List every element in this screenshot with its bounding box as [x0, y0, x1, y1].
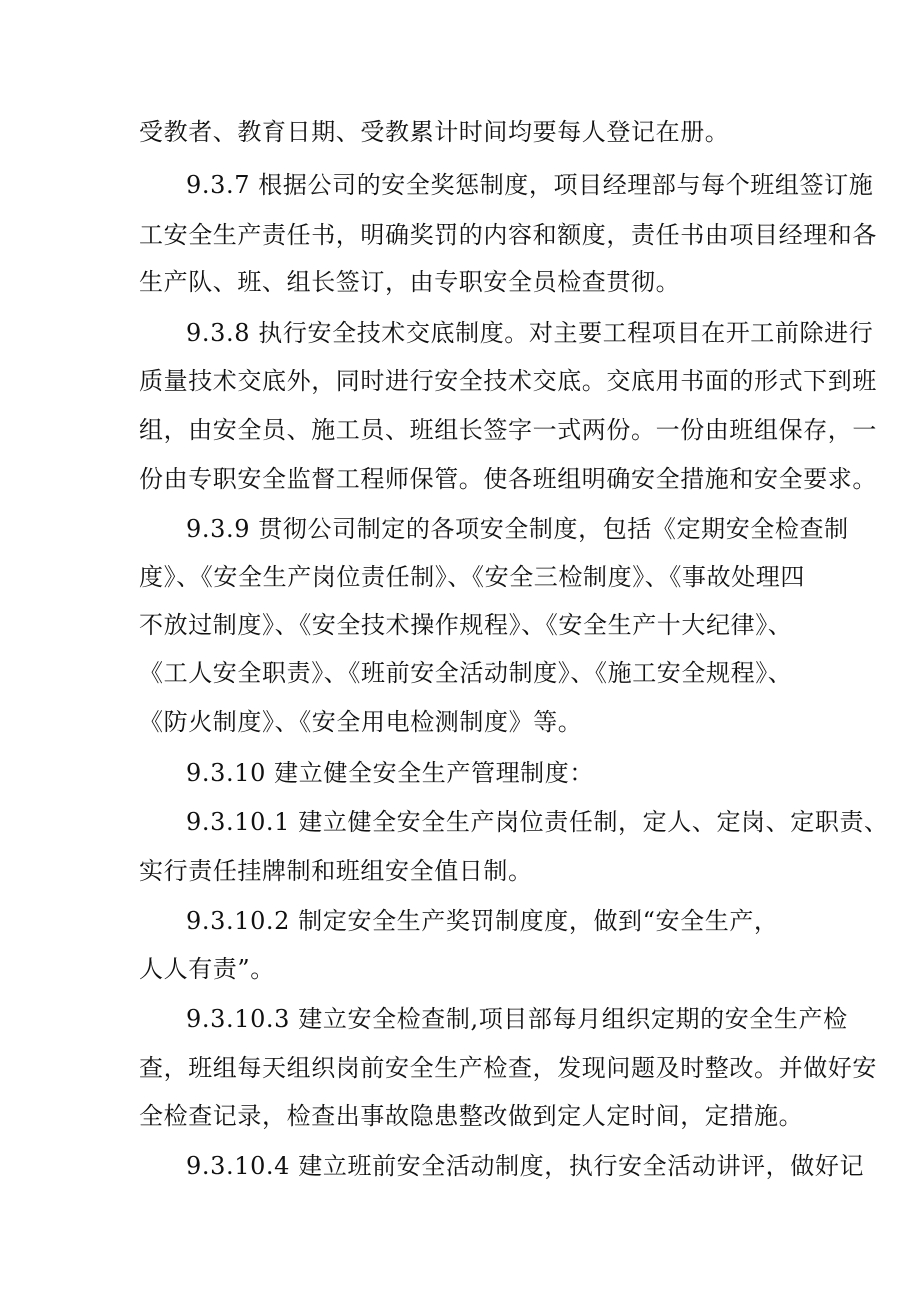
text-line-5: 9.3.8 执行安全技术交底制度。对主要工程项目在开工前除进行 [186, 319, 874, 347]
text-line-8: 份由专职安全监督工程师保管。使各班组明确安全措施和安全要求。 [139, 465, 877, 493]
text-line-17: 9.3.10.2 制定安全生产奖罚制度度，做到“安全生产， [186, 907, 779, 935]
text-line-10: 度》、《安全生产岗位责任制》、《安全三检制度》、《事故处理四 [139, 563, 805, 591]
text-line-20: 查，班组每天组织岗前安全生产检查，发现问题及时整改。并做好安 [139, 1054, 877, 1082]
text-line-15: 9.3.10.1 建立健全安全生产岗位责任制，定人、定岗、定职责、 [186, 808, 889, 836]
text-line-19: 9.3.10.3 建立安全检查制,项目部每月组织定期的安全生产检 [186, 1005, 848, 1033]
text-line-21: 全检查记录，检查出事故隐患整改做到定人定时间，定措施。 [139, 1102, 804, 1130]
text-line-11: 不放过制度》、《安全技术操作规程》、《安全生产十大纪律》、 [139, 611, 793, 639]
text-line-1: 受教者、教育日期、受教累计时间均要每人登记在册。 [139, 118, 730, 146]
text-line-13: 《防火制度》、《安全用电检测制度》等。 [139, 708, 583, 736]
text-line-18: 人人有责”。 [139, 955, 275, 983]
text-line-7: 组，由安全员、施工员、班组长签字一式两份。一份由班组保存，一 [139, 416, 877, 444]
text-line-6: 质量技术交底外，同时进行安全技术交底。交底用书面的形式下到班 [139, 367, 877, 395]
text-line-3: 工安全生产责任书，明确奖罚的内容和额度，责任书由项目经理和各 [139, 221, 877, 249]
text-line-16: 实行责任挂牌制和班组安全值日制。 [139, 857, 533, 885]
text-line-9: 9.3.9 贯彻公司制定的各项安全制度，包括《定期安全检查制 [186, 515, 849, 543]
text-line-2: 9.3.7 根据公司的安全奖惩制度，项目经理部与每个班组签订施 [186, 171, 874, 199]
text-line-12: 《工人安全职责》、《班前安全活动制度》、《施工安全规程》、 [139, 659, 793, 687]
text-line-14: 9.3.10 建立健全安全生产管理制度： [186, 759, 594, 787]
text-line-22: 9.3.10.4 建立班前安全活动制度，执行安全活动讲评，做好记 [186, 1152, 865, 1180]
text-line-4: 生产队、班、组长签订，由专职安全员检查贯彻。 [139, 268, 681, 296]
